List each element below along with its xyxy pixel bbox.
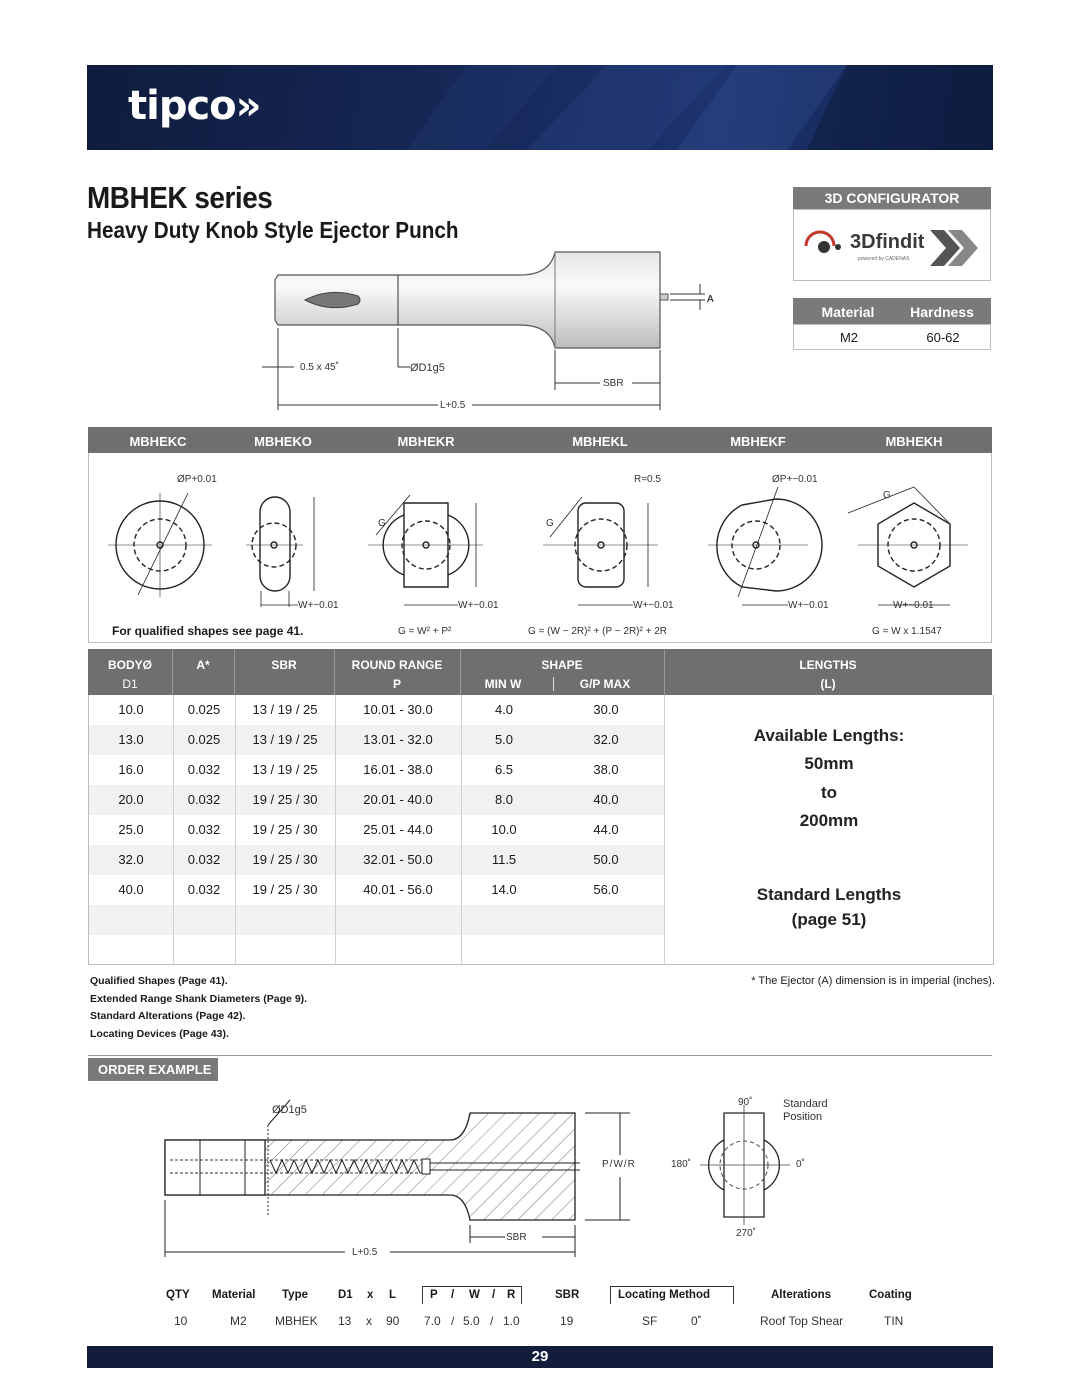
oe-locating-header: Locating Method <box>618 1289 710 1301</box>
oe-material-value: M2 <box>230 1314 247 1328</box>
oe-d1-header: D1 <box>338 1289 353 1301</box>
cell-body: 40.0 <box>118 882 144 897</box>
standard-lengths-label: Standard Lengths <box>756 885 902 904</box>
oe-slash-1: / <box>451 1289 455 1301</box>
material-header: Material <box>821 304 875 320</box>
col-round: ROUND RANGE <box>351 658 443 672</box>
page-subtitle: Heavy Duty Knob Style Ejector Punch <box>87 217 459 243</box>
oe-slash-3: / <box>451 1314 455 1328</box>
angle-180: 180˚ <box>671 1159 692 1170</box>
cell-a: 0.032 <box>187 792 221 807</box>
oe-qty-value: 10 <box>174 1314 188 1328</box>
cell-sbr: 13 / 19 / 25 <box>252 732 318 747</box>
powered-by: powered by CADENAS <box>858 256 910 262</box>
cell-body: 20.0 <box>118 792 144 807</box>
cell-sbr: 13 / 19 / 25 <box>252 762 318 777</box>
cell-gp-max: 30.0 <box>593 702 619 717</box>
oe-sbr-header: SBR <box>555 1289 580 1301</box>
table-row <box>89 755 664 785</box>
material-table-header <box>793 298 991 324</box>
col-shape: SHAPE <box>541 658 583 672</box>
cell-round: 16.01 - 38.0 <box>363 762 433 777</box>
available-lengths-max: 200mm <box>799 811 859 830</box>
cell-gp-max: 56.0 <box>593 882 619 897</box>
oe-x-value: x <box>366 1314 372 1328</box>
findit-gauge-icon <box>800 228 855 258</box>
oe-sbr-label: SBR <box>506 1232 527 1243</box>
oe-length-label: L+0.5 <box>352 1247 378 1258</box>
oe-r-value: 1.0 <box>503 1314 520 1328</box>
standard-position-1: Standard <box>783 1098 828 1110</box>
formula-mbhekl: G = (W − 2R)² + (P − 2R)² + 2R <box>528 626 668 637</box>
angle-270: 270˚ <box>736 1228 757 1239</box>
table-row <box>89 845 664 875</box>
cell-round: 32.01 - 50.0 <box>363 852 433 867</box>
cell-a: 0.032 <box>187 882 221 897</box>
oe-locating-angle: 0˚ <box>691 1314 702 1328</box>
table-row <box>89 815 664 845</box>
cell-round: 25.01 - 44.0 <box>363 822 433 837</box>
cell-min-w: 5.0 <box>494 732 514 747</box>
p-tol-label-c: ØP+0.01 <box>177 474 217 485</box>
chamfer-label: 0.5 x 45˚ <box>300 362 339 373</box>
available-lengths-min: 50mm <box>804 754 854 773</box>
cell-gp-max: 38.0 <box>593 762 619 777</box>
r-label: R=0.5 <box>634 474 661 485</box>
angle-90: 90˚ <box>738 1097 753 1108</box>
section-divider <box>88 1055 992 1056</box>
cell-a: 0.025 <box>187 732 221 747</box>
oe-p-header: P <box>430 1289 438 1301</box>
oe-slash-4: / <box>490 1314 494 1328</box>
page-number: 29 <box>87 1346 993 1368</box>
oe-w-header: W <box>469 1289 480 1301</box>
col-gp-max: G/P MAX <box>579 677 631 691</box>
chevrons-icon <box>930 226 982 270</box>
tab-mbhekf: MBHEKF <box>730 434 786 449</box>
tab-mbhekh: MBHEKH <box>885 434 943 449</box>
shape-drawings <box>88 465 992 615</box>
cell-body: 32.0 <box>118 852 144 867</box>
table-row <box>89 725 664 755</box>
oe-alterations-value: Roof Top Shear <box>760 1314 844 1328</box>
col-lengths-sub: (L) <box>820 677 836 691</box>
oe-pwr-label: P/W/R <box>602 1159 636 1170</box>
formula-mbhekh: G = W x 1.1547 <box>872 626 942 637</box>
cell-a: 0.032 <box>187 822 221 837</box>
w-tol-label-f: W+−0.01 <box>788 600 829 611</box>
w-tol-label-l: W+−0.01 <box>633 600 674 611</box>
tab-mbhekl: MBHEKL <box>572 434 628 449</box>
g-label-h: G <box>883 490 891 501</box>
cell-a: 0.032 <box>187 762 221 777</box>
page-title: MBHEK series <box>87 180 273 215</box>
cell-min-w: 14.0 <box>491 882 517 897</box>
cell-sbr: 13 / 19 / 25 <box>252 702 318 717</box>
material-value: M2 <box>839 330 859 345</box>
footnote-alterations[interactable]: Standard Alterations (Page 42). <box>90 1010 246 1022</box>
cell-sbr: 19 / 25 / 30 <box>252 822 318 837</box>
footnotes <box>90 973 307 1043</box>
g-label-l: G <box>546 518 554 529</box>
table-row <box>89 785 664 815</box>
cell-min-w: 10.0 <box>491 822 517 837</box>
angle-0: 0˚ <box>796 1159 805 1170</box>
table-row-empty <box>89 905 664 935</box>
footnote-extended-range[interactable]: Extended Range Shank Diameters (Page 9). <box>90 992 308 1005</box>
cell-body: 10.0 <box>118 702 144 717</box>
shape-types-bar <box>88 427 992 453</box>
order-example-tab: ORDER EXAMPLE <box>88 1058 218 1081</box>
punch-drawing <box>260 240 720 415</box>
cell-min-w: 8.0 <box>494 792 514 807</box>
tab-mbhekr: MBHEKR <box>397 434 455 449</box>
oe-material-header: Material <box>212 1289 256 1301</box>
cell-body: 13.0 <box>118 732 144 747</box>
footnote-qualified-shapes[interactable]: Qualified Shapes (Page 41). <box>90 975 228 987</box>
oe-type-value: MBHEK <box>275 1314 318 1328</box>
oe-coating-header: Coating <box>869 1289 912 1301</box>
cell-gp-max: 44.0 <box>593 822 619 837</box>
oe-w-value: 5.0 <box>463 1314 480 1328</box>
oe-diameter-label: ØD1g5 <box>272 1104 307 1116</box>
cell-sbr: 19 / 25 / 30 <box>252 882 318 897</box>
oe-type-header: Type <box>282 1289 308 1301</box>
oe-locating-code: SF <box>642 1314 658 1328</box>
tab-mbhekc: MBHEKC <box>129 434 187 449</box>
tipco-logo: tipco» <box>128 83 261 129</box>
oe-alterations-header: Alterations <box>771 1289 832 1301</box>
cell-round: 20.01 - 40.0 <box>363 792 433 807</box>
a-label: A <box>707 294 714 305</box>
standard-lengths-page: (page 51) <box>791 910 867 929</box>
cell-round: 10.01 - 30.0 <box>363 702 433 717</box>
cell-gp-max: 32.0 <box>593 732 619 747</box>
oe-l-value: 90 <box>386 1314 400 1328</box>
configurator-heading: 3D CONFIGURATOR <box>793 187 991 209</box>
hardness-value: 60-62 <box>926 330 960 345</box>
oe-slash-2: / <box>492 1289 496 1301</box>
cell-round: 40.01 - 56.0 <box>363 882 433 897</box>
oe-qty-header: QTY <box>166 1289 190 1301</box>
standard-position-2: Position <box>783 1111 823 1123</box>
oe-x-header: x <box>367 1289 374 1301</box>
col-body-sub: D1 <box>122 677 138 691</box>
cell-min-w: 6.5 <box>494 762 514 777</box>
cell-min-w: 4.0 <box>494 702 514 717</box>
cell-min-w: 11.5 <box>491 852 517 867</box>
col-a: A* <box>196 658 210 672</box>
cell-gp-max: 50.0 <box>593 852 619 867</box>
cell-body: 25.0 <box>118 822 144 837</box>
oe-l-header: L <box>389 1289 397 1301</box>
col-sbr: SBR <box>271 658 297 672</box>
table-row <box>89 875 664 905</box>
footnote-locating-devices[interactable]: Locating Devices (Page 43). <box>90 1027 229 1040</box>
spec-table-body <box>88 695 994 965</box>
available-lengths-to: to <box>820 783 838 802</box>
order-example-drawing <box>150 1095 650 1265</box>
available-lengths-label: Available Lengths: <box>753 726 905 745</box>
sbr-label: SBR <box>603 378 624 389</box>
oe-r-header: R <box>507 1289 516 1301</box>
oe-d1-value: 13 <box>338 1314 352 1328</box>
diameter-label: ØD1g5 <box>410 362 445 374</box>
spec-table-header <box>88 649 992 695</box>
col-lengths: LENGTHS <box>799 658 857 672</box>
w-tol-label-h: W+−0.01 <box>893 600 934 611</box>
cell-sbr: 19 / 25 / 30 <box>252 852 318 867</box>
oe-coating-value: TIN <box>884 1314 904 1328</box>
cell-a: 0.032 <box>187 852 221 867</box>
cell-round: 13.01 - 32.0 <box>363 732 433 747</box>
qualified-shapes-note: For qualified shapes see page 41. <box>112 624 304 638</box>
cell-body: 16.0 <box>118 762 144 777</box>
table-row <box>89 695 664 725</box>
col-min-w: MIN W <box>484 677 522 691</box>
oe-p-value: 7.0 <box>424 1314 441 1328</box>
col-round-sub: P <box>392 677 401 691</box>
w-tol-label-o: W+−0.01 <box>298 600 339 611</box>
oe-sbr-value: 19 <box>560 1314 574 1328</box>
findit-logo: 3Dfindit <box>850 231 925 253</box>
ejector-note: * The Ejector (A) dimension is in imperial (inches). <box>751 975 995 987</box>
tab-mbheko: MBHEKO <box>254 434 312 449</box>
w-tol-label-r: W+−0.01 <box>458 600 499 611</box>
cell-a: 0.025 <box>187 702 221 717</box>
locating-view <box>700 1105 790 1235</box>
col-body: BODYØ <box>107 658 152 672</box>
cell-gp-max: 40.0 <box>593 792 619 807</box>
hardness-header: Hardness <box>910 304 974 320</box>
cell-sbr: 19 / 25 / 30 <box>252 792 318 807</box>
formula-mbhekr: G = W² + P² <box>398 626 452 637</box>
material-row <box>793 324 991 350</box>
p-tol-label-f: ØP+−0.01 <box>772 474 818 485</box>
length-label: L+0.5 <box>440 400 466 411</box>
g-label-r: G <box>378 518 386 529</box>
